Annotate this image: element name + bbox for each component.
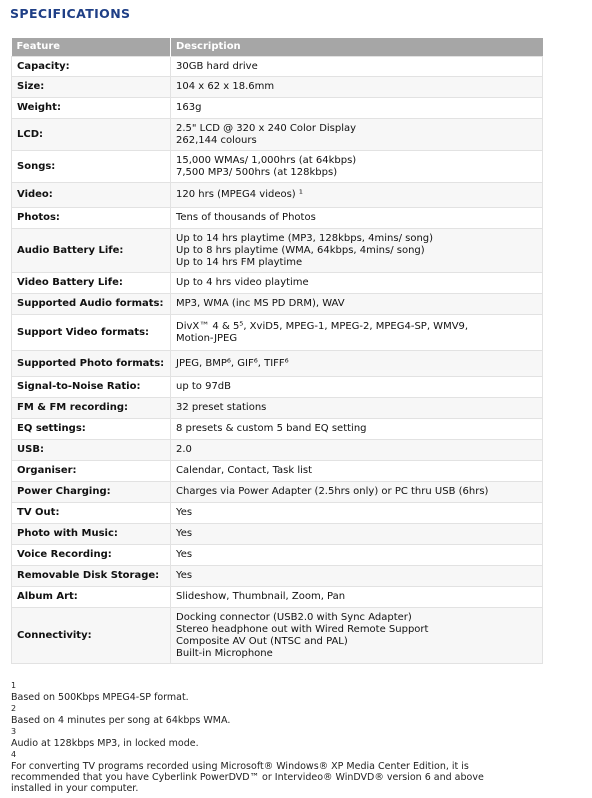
feature-cell: Album Art: [12,587,171,608]
description-cell: 120 hrs (MPEG4 videos) ¹ [171,183,543,208]
table-row [12,119,543,151]
feature-cell: Size: [12,77,171,98]
table-row [12,461,543,482]
feature-cell: Video: [12,183,171,208]
table-row [12,482,543,503]
feature-cell: Photo with Music: [12,524,171,545]
feature-cell: Audio Battery Life: [12,229,171,273]
table-row [12,208,543,229]
description-cell: 32 preset stations [171,398,543,419]
description-cell: Yes [171,566,543,587]
description-cell: DivX™ 4 & 5⁵, XviD5, MPEG-1, MPEG-2, MPEG4-SP, WMV9, Motion-JPEG [171,315,543,351]
footnote-number: 1 [11,681,17,690]
table-row [12,566,543,587]
table-row [12,98,543,119]
footnotes [11,681,571,798]
footnote-number: 3 [11,727,17,736]
description-cell: Calendar, Contact, Task list [171,461,543,482]
description-cell: Charges via Power Adapter (2.5hrs only) or PC thru USB (6hrs) [171,482,543,503]
table-row [12,273,543,294]
table-row [12,524,543,545]
footnote [11,750,571,794]
description-cell: 104 x 62 x 18.6mm [171,77,543,98]
feature-cell: FM & FM recording: [12,398,171,419]
description-cell: MP3, WMA (inc MS PD DRM), WAV [171,294,543,315]
description-cell: 163g [171,98,543,119]
feature-cell: Support Video formats: [12,315,171,351]
feature-cell: Signal-to-Noise Ratio: [12,377,171,398]
feature-cell: EQ settings: [12,419,171,440]
description-cell: Tens of thousands of Photos [171,208,543,229]
description-cell: 30GB hard drive [171,57,543,77]
description-cell: 2.5" LCD @ 320 x 240 Color Display 262,144 colours [171,119,543,151]
feature-cell: Weight: [12,98,171,119]
feature-cell: Power Charging: [12,482,171,503]
table-row [12,77,543,98]
footnote-text: Audio at 128kbps MP3, in locked mode. [11,738,199,749]
footnote-number: 4 [11,750,17,759]
description-cell: 2.0 [171,440,543,461]
description-cell: 15,000 WMAs/ 1,000hrs (at 64kbps) 7,500 MP3/ 500hrs (at 128kbps) [171,151,543,183]
table-row [12,183,543,208]
description-cell: Up to 14 hrs playtime (MP3, 128kbps, 4mins/ song) Up to 8 hrs playtime (WMA, 64kbps, 4mins/ song) Up to 14 hrs FM playtime [171,229,543,273]
table-row [12,57,543,77]
feature-cell: Organiser: [12,461,171,482]
description-cell: Yes [171,524,543,545]
table-header-row [12,38,543,57]
footnote [11,681,571,703]
description-cell: 8 presets & custom 5 band EQ setting [171,419,543,440]
footnote-number: 2 [11,704,17,713]
description-cell: Slideshow, Thumbnail, Zoom, Pan [171,587,543,608]
column-header-feature: Feature [12,38,171,57]
table-row [12,440,543,461]
description-cell: Docking connector (USB2.0 with Sync Adapter) Stereo headphone out with Wired Remote Support Composite AV Out (NTSC and PAL) Built-in Microphone [171,608,543,664]
footnote [11,727,571,749]
feature-cell: Supported Audio formats: [12,294,171,315]
footnote-text: Based on 500Kbps MPEG4-SP format. [11,692,189,703]
specifications-table [11,38,543,664]
description-cell: up to 97dB [171,377,543,398]
table-row [12,294,543,315]
feature-cell: Video Battery Life: [12,273,171,294]
feature-cell: Supported Photo formats: [12,351,171,377]
feature-cell: Removable Disk Storage: [12,566,171,587]
feature-cell: TV Out: [12,503,171,524]
table-row [12,587,543,608]
column-header-description: Description [171,38,543,57]
table-row [12,545,543,566]
feature-cell: Songs: [12,151,171,183]
feature-cell: Voice Recording: [12,545,171,566]
description-cell: Yes [171,545,543,566]
feature-cell: USB: [12,440,171,461]
feature-cell: Connectivity: [12,608,171,664]
feature-cell: LCD: [12,119,171,151]
table-row [12,503,543,524]
feature-cell: Photos: [12,208,171,229]
table-row [12,315,543,351]
table-row [12,419,543,440]
table-row [12,608,543,664]
table-row [12,229,543,273]
table-body [12,57,543,664]
footnote-text: For converting TV programs recorded using Microsoft® Windows® XP Media Center Edition, it is recommended that you have Cyberlink PowerDVD™ or Intervideo® WinDVD® version 6 and above installed in your computer. [11,761,484,794]
description-cell: JPEG, BMP⁶, GIF⁶, TIFF⁶ [171,351,543,377]
feature-cell: Capacity: [12,57,171,77]
table-row [12,398,543,419]
table-row [12,377,543,398]
description-cell: Yes [171,503,543,524]
table-row [12,151,543,183]
page-title: SPECIFICATIONS [10,6,131,21]
description-cell: Up to 4 hrs video playtime [171,273,543,294]
table-row [12,351,543,377]
footnote-text: Based on 4 minutes per song at 64kbps WMA. [11,715,231,726]
footnote [11,704,571,726]
